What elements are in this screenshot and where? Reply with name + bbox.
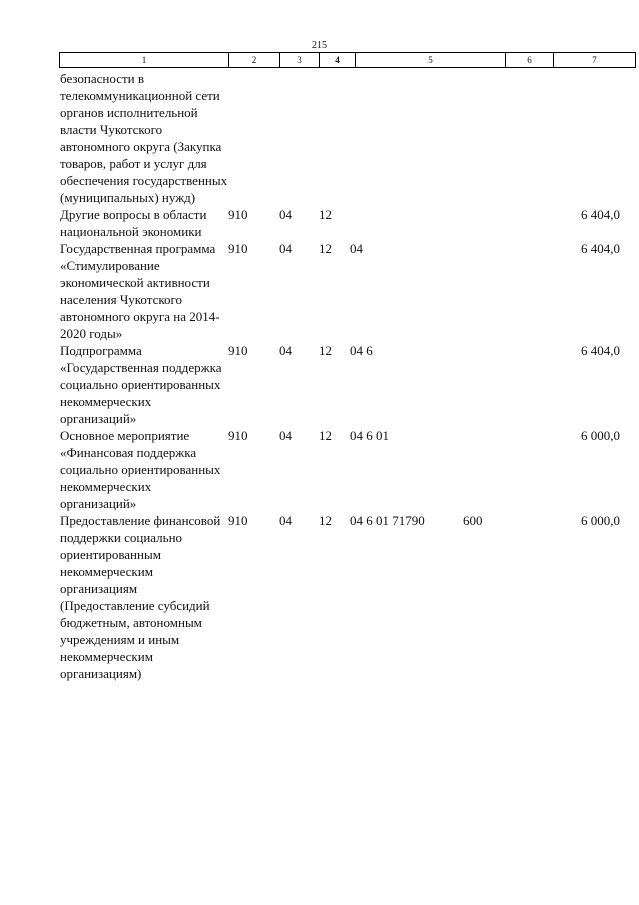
budget-table	[60, 70, 620, 682]
header-col-4: 4	[320, 53, 356, 68]
row-col-6	[463, 240, 533, 342]
row-col-3: 04	[279, 241, 292, 256]
row-description: Основное мероприятие «Финансовая поддержка социально ориентированных некоммерческих организаций»	[60, 428, 221, 511]
row-amount: 6 000,0	[581, 513, 620, 528]
table-row	[60, 206, 620, 240]
table-row	[60, 427, 620, 512]
row-col-5: 04 6 01 71790	[350, 513, 425, 528]
header-col-2: 2	[229, 53, 280, 68]
row-amount: 6 404,0	[581, 207, 620, 222]
row-description: безопасности в телекоммуникационной сети органов исполнительной власти Чукотского автономного округа (Закупка товаров, работ и услуг для обеспечения государственных (муниципальных) нужд)	[60, 71, 228, 205]
row-description: Государственная программа «Стимулирование экономической активности населения Чукотского автономного округа на 2014-2020 годы»	[60, 241, 220, 341]
row-col-3: 04	[279, 428, 292, 443]
row-col-2: 910	[228, 241, 248, 256]
header-col-5: 5	[356, 53, 506, 68]
row-col-6	[463, 342, 533, 427]
row-col-4: 12	[319, 207, 332, 222]
row-col-5: 04 6 01	[350, 428, 389, 443]
table-row	[60, 512, 620, 682]
row-col-3: 04	[279, 343, 292, 358]
row-col-3: 04	[279, 207, 292, 222]
row-description: Предоставление финансовой поддержки социально ориентированным некоммерческим организациям (Предоставление субсидий бюджетным, автономным учреждениям и иным некоммерческим организациям)	[60, 513, 221, 681]
header-col-3: 3	[280, 53, 320, 68]
row-col-6	[463, 70, 533, 206]
row-col-5	[350, 206, 463, 240]
row-col-2: 910	[228, 207, 248, 222]
row-description: Другие вопросы в области национальной экономики	[60, 207, 207, 239]
row-col-4: 12	[319, 428, 332, 443]
row-col-4: 12	[319, 343, 332, 358]
row-amount: 6 000,0	[581, 428, 620, 443]
table-row	[60, 240, 620, 342]
table-row	[60, 70, 620, 206]
row-col-4: 12	[319, 241, 332, 256]
row-col-5: 04 6	[350, 343, 373, 358]
row-col-6	[463, 206, 533, 240]
row-amount: 6 404,0	[581, 343, 620, 358]
row-col-3: 04	[279, 513, 292, 528]
row-col-2	[228, 70, 279, 206]
row-col-4	[319, 70, 350, 206]
header-col-7: 7	[554, 53, 636, 68]
header-col-6: 6	[506, 53, 554, 68]
row-col-4: 12	[319, 513, 332, 528]
table-row	[60, 342, 620, 427]
column-header-row	[59, 52, 636, 68]
row-amount: 6 404,0	[581, 241, 620, 256]
row-col-2: 910	[228, 428, 248, 443]
row-col-5: 04	[350, 241, 363, 256]
row-col-5	[350, 70, 463, 206]
row-description: Подпрограмма «Государственная поддержка социально ориентированных некоммерческих организаций»	[60, 343, 222, 426]
row-col-6: 600	[463, 513, 483, 528]
row-col-6	[463, 427, 533, 512]
row-amount	[533, 70, 620, 206]
page-number: 215	[312, 40, 327, 51]
row-col-3	[279, 70, 319, 206]
row-col-2: 910	[228, 513, 248, 528]
header-col-1: 1	[60, 53, 229, 68]
row-col-2: 910	[228, 343, 248, 358]
